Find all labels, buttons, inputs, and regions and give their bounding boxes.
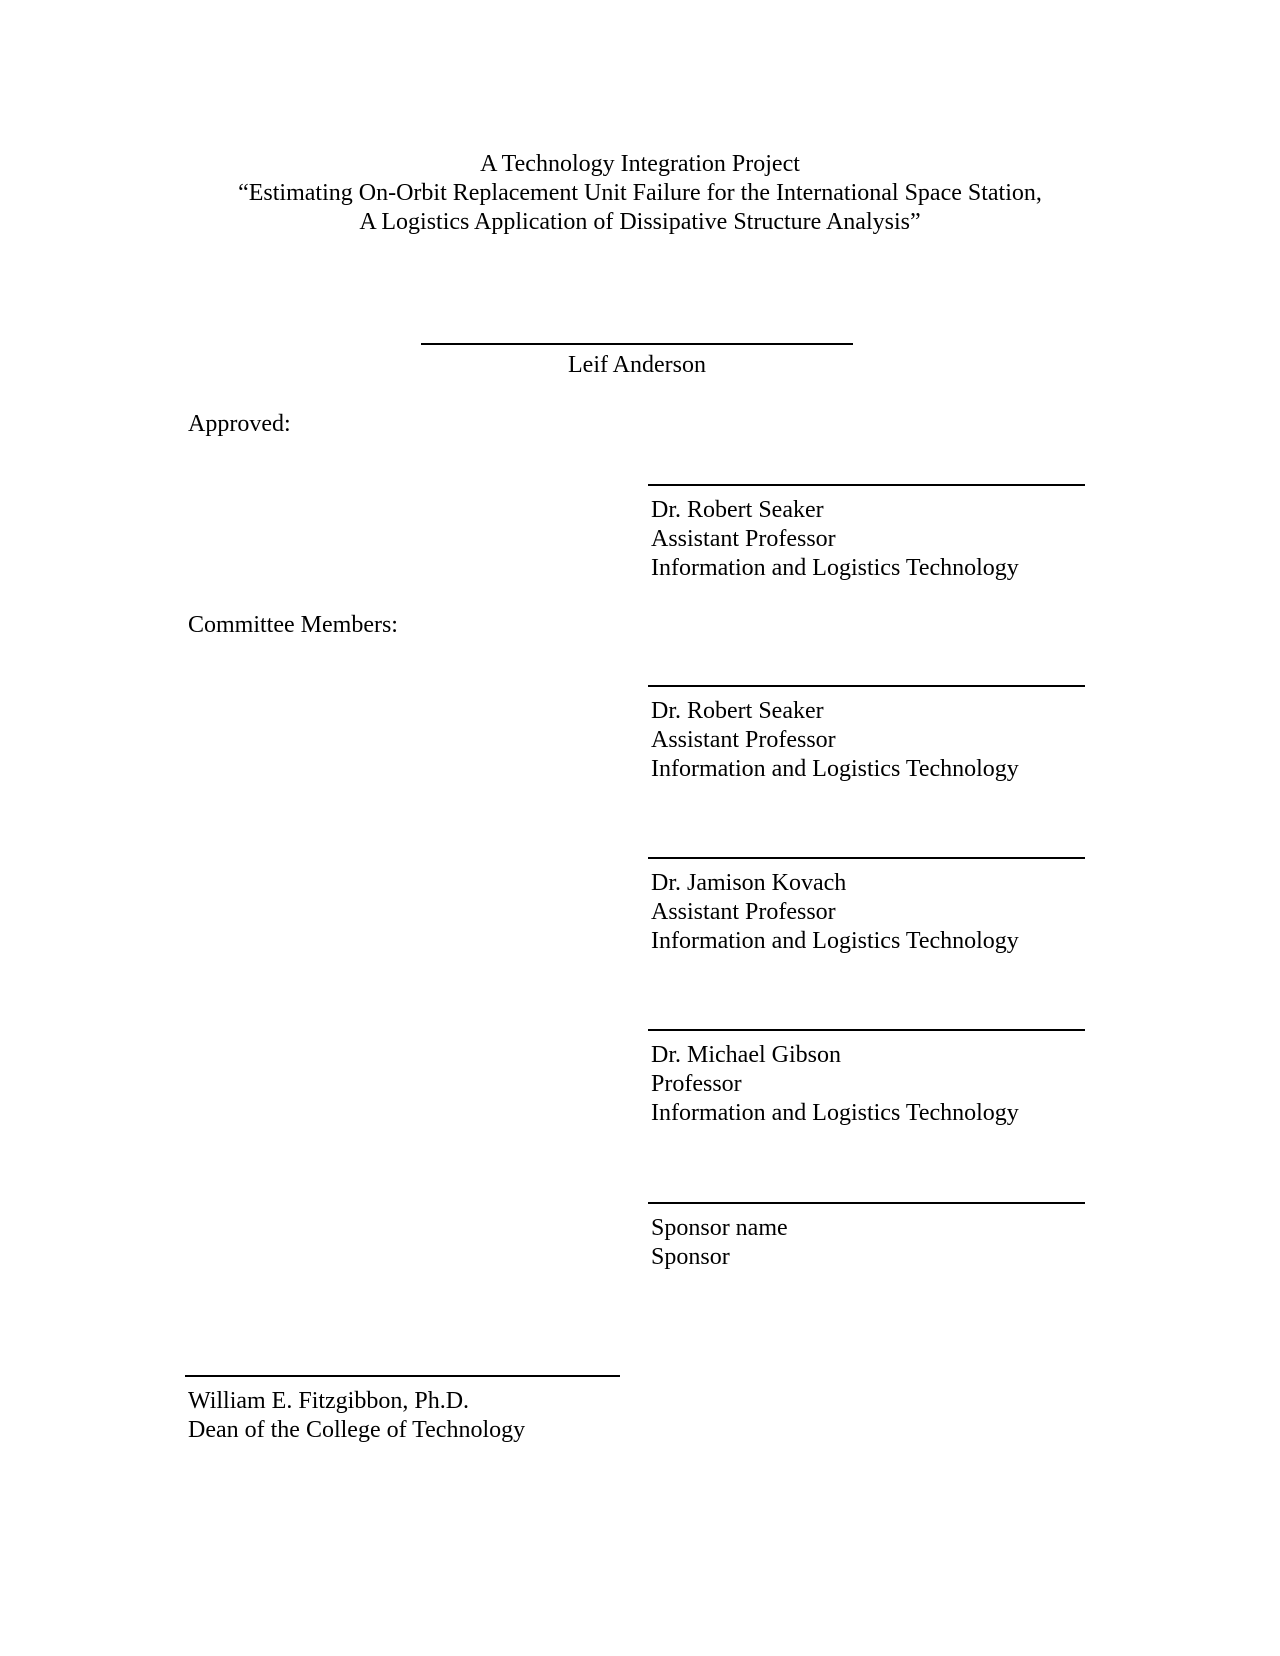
committee-signature-line: [648, 685, 1085, 687]
committee-label: Committee Members:: [188, 612, 398, 638]
author-signature-line: [421, 343, 853, 345]
title-line-1: A Technology Integration Project: [480, 151, 800, 177]
approver-signature-block: [651, 484, 1085, 583]
sponsor-signature-line: [648, 1202, 1085, 1204]
approver-name: Dr. Robert Seaker: [651, 497, 824, 523]
dean-signature-block: [188, 1375, 620, 1445]
committee-member-title: Assistant Professor: [651, 899, 836, 925]
committee-member-name: Dr. Michael Gibson: [651, 1042, 841, 1068]
sponsor-title: Sponsor: [651, 1244, 730, 1270]
sponsor-name: Sponsor name: [651, 1215, 788, 1241]
committee-member-block: [651, 857, 1085, 956]
committee-member-block: [651, 685, 1085, 784]
committee-signature-line: [648, 857, 1085, 859]
committee-member-department: Information and Logistics Technology: [651, 756, 1019, 782]
committee-member-title: Assistant Professor: [651, 727, 836, 753]
dean-signature-line: [185, 1375, 620, 1377]
committee-member-title: Professor: [651, 1071, 742, 1097]
dean-title: Dean of the College of Technology: [188, 1417, 526, 1443]
committee-member-department: Information and Logistics Technology: [651, 1100, 1019, 1126]
approver-title: Assistant Professor: [651, 526, 836, 552]
dean-name: William E. Fitzgibbon, Ph.D.: [188, 1388, 470, 1414]
committee-member-name: Dr. Jamison Kovach: [651, 870, 847, 896]
approved-label: Approved:: [188, 411, 291, 437]
committee-signature-line: [648, 1029, 1085, 1031]
author-name: Leif Anderson: [568, 352, 706, 378]
document-title: [0, 150, 1280, 237]
approver-department: Information and Logistics Technology: [651, 555, 1019, 581]
approver-signature-line: [648, 484, 1085, 486]
title-line-3: A Logistics Application of Dissipative Structure Analysis”: [359, 209, 921, 235]
sponsor-signature-block: [651, 1202, 1085, 1272]
committee-member-department: Information and Logistics Technology: [651, 928, 1019, 954]
title-line-2: “Estimating On-Orbit Replacement Unit Failure for the International Space Station,: [238, 180, 1042, 206]
committee-member-block: [651, 1029, 1085, 1128]
committee-member-name: Dr. Robert Seaker: [651, 698, 824, 724]
